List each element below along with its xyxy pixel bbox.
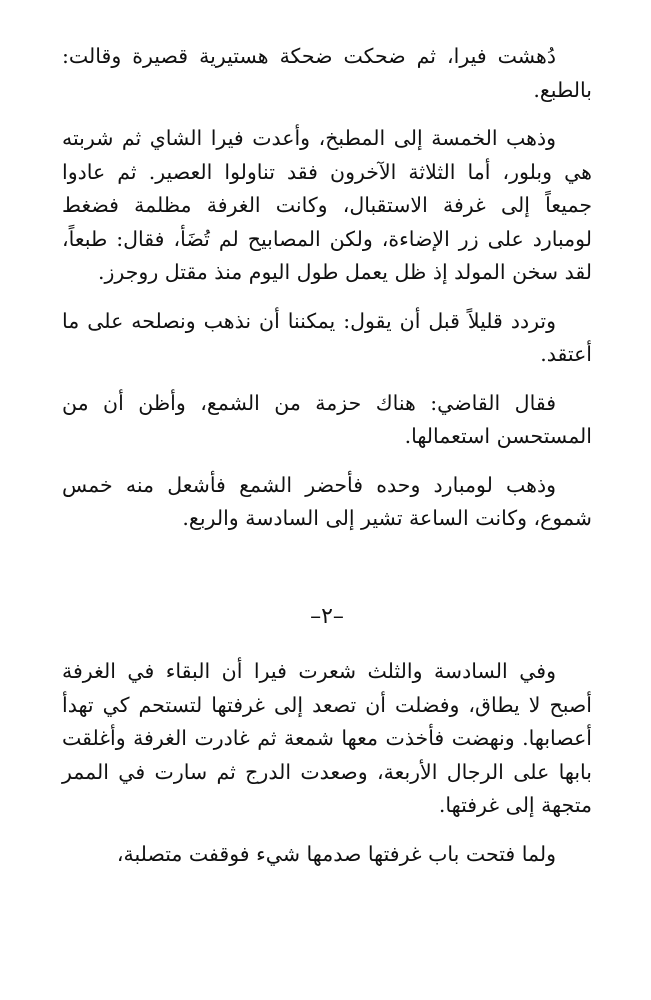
paragraph-lombard-candles: وذهب لومبارد وحده فأحضر الشمع فأشعل منه خمس شموع، وكانت الساعة تشير إلى السادسة والربع. bbox=[62, 472, 592, 530]
paragraph-vera-leaves: وفي السادسة والثلث شعرت فيرا أن البقاء في الغرفة أصبح لا يطاق، وفضلت أن تصعد إلى غرفتها لتستحم كي تهدأ أعصابها. ونهضت فأخذت معها شمعة ثم غادرت الغرفة وأغلقت بابها على الرجال الأربعة، وصعدت الدرج ثم سارت في الممر متجهة إلى غرفتها. bbox=[62, 659, 592, 817]
section-number: –٢– bbox=[310, 603, 344, 629]
paragraph-vera-laughs: دُهشت فيرا، ثم ضحكت ضحكة هستيرية قصيرة وقالت: بالطبع. bbox=[62, 44, 592, 102]
paragraph-fix-generator: وتردد قليلاً قبل أن يقول: يمكننا أن نذهب ونصلحه على ما أعتقد. bbox=[62, 308, 592, 366]
book-page bbox=[62, 40, 592, 886]
paragraph-judge-candles: فقال القاضي: هناك حزمة من الشمع، وأظن أن من المستحسن استعمالها. bbox=[62, 390, 592, 448]
paragraph-door-opens: ولما فتحت باب غرفتها صدمها شيء فوقفت متصلبة، bbox=[116, 841, 556, 866]
paragraph-kitchen-tea: وذهب الخمسة إلى المطبخ، وأعدت فيرا الشاي ثم شربته هي وبلور، أما الثلاثة الآخرون فقد تناولوا العصير. ثم عادوا جميعاً إلى غرفة الاستقبال، وكانت الغرفة مظلمة فضغط لومبارد على زر الإضاءة، ولكن المصابيح لم تُضَأ، فقال: طبعاً، لقد سخن المولد إذ ظل يعمل طول اليوم منذ مقتل روجرز. bbox=[62, 126, 592, 284]
